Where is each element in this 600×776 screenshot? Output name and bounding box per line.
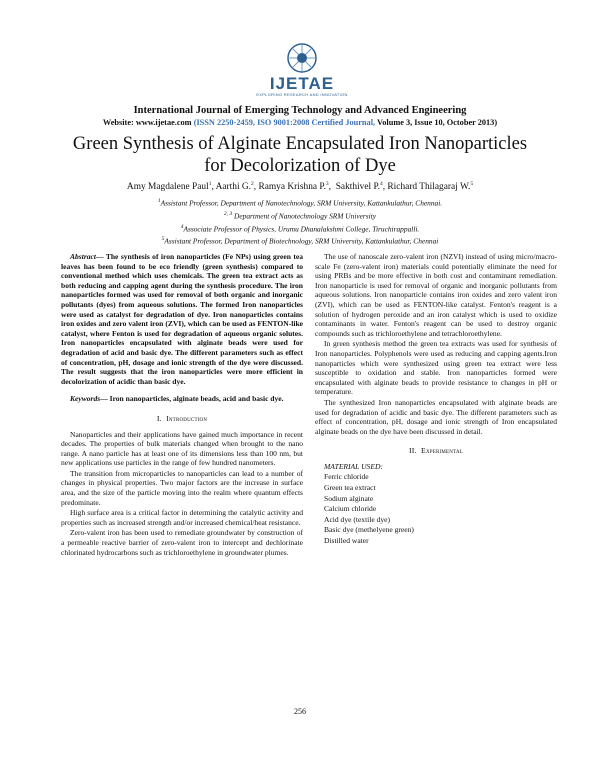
author-sup: 1 [208, 181, 212, 187]
section-heading-introduction [61, 414, 303, 424]
logo-text: IJETAE [269, 74, 335, 93]
paragraph: Zero-valent iron has been used to remediate groundwater by construction of a permeable reactive barrier of zero-valent iron to intercept and dechlorinate chlorinated hydrocarbons such as trichloroethylene in groundwater plumes. [61, 528, 303, 557]
section-number: I. [156, 413, 162, 423]
affiliation-text: Associate Professor of Physics, Urumu Dhanalakshmi College, Tiruchirappalli. [183, 224, 420, 233]
paragraph: The transition from microparticles to nanoparticles can lead to a number of changes in physical properties. Two major factors are the increase in surface area, and the size of the particle moving into the realm where quantum effects predominate. [61, 468, 303, 507]
author-sup: 4 [379, 181, 383, 187]
volume-info: Volume 3, Issue 10, October 2013) [377, 118, 498, 127]
journal-logo [252, 40, 352, 96]
paragraph: The synthesized Iron nanoparticles encapsulated with alginate beads are used for degradation of acidic and basic dye. The different parameters such as effect of concentration, pH, dosage and ionic strength of Iron encapsulated alginate beads on the dye have been discussed in detail. [315, 397, 557, 436]
materials-heading: MATERIAL USED: [324, 461, 383, 471]
author-list: Amy Magdalene Paul$^1$, Aarthi G.$^2$, Ramya Krishna P.$^3$, Sakthivel P.$^4$, Richard Thilagaraj W.$^5$ [126, 181, 474, 193]
affiliation-sup: 5 [161, 236, 165, 243]
affiliations [0, 196, 600, 247]
material-item: Calcium chloride [324, 504, 377, 514]
section-title: Experimental [421, 446, 464, 456]
author: Aarthi G. [215, 182, 252, 193]
journal-name: International Journal of Emerging Technology and Advanced Engineering [133, 105, 467, 116]
paragraph: In green synthesis method the green tea extracts was used for synthesis of Iron nanoparticles. Polyphenols were used as reducing and capping agents.Iron nanoparticles which were synthesized using green tea extract were less susceptible to oxidation and stable. Iron nanoparticles formed were encapsulated with alginate beads to provide resistance to changes in pH or temperature. [315, 339, 557, 397]
section-number: II. [408, 446, 417, 456]
affiliation-text: Department of Nanotechnology SRM University [234, 211, 377, 221]
affiliation-text: Assistant Professor, Department of Biotechnology, SRM University, Kattankulathur, Chennai [164, 236, 439, 246]
page-number: 256 [294, 707, 306, 716]
affiliation [0, 234, 600, 247]
paper-title [40, 133, 560, 177]
journal-website-line [0, 118, 600, 127]
affiliation [0, 209, 600, 222]
title-line-2: for Decolorization of Dye [204, 156, 396, 176]
material-item: Basic dye (methelyene green) [324, 525, 414, 535]
paragraph: The use of nanoscale zero-valent iron (NZVI) instead of using micro/macro-scale Fe (zero-valent iron) materials could potentially eliminate the need for using PRBs and be more effective in both cost and contaminant remediation. Iron nanoparticle is used for removal of organic and inorganic pollutants from aqueous solutions. Iron nanoparticle contains iron oxides and zero valent iron (ZVI), which can be used as FENTON-like catalyst. Fenton's reagent is a solution of hydrogen peroxide and an iron catalyst which is used to oxidize contaminants in water. Fenton's reagent can be used to destroy organic compounds such as trichloroethylene and tetrachloroethylene. [315, 252, 557, 338]
abstract-label: Abstract [70, 252, 96, 261]
author-sup: 5 [470, 181, 474, 187]
keywords-label: Keywords [70, 394, 101, 404]
section-heading-experimental [315, 446, 557, 456]
affiliation-sup: 4 [180, 223, 184, 230]
material-item: Green tea extract [324, 483, 376, 493]
material-item: Acid dye (textile dye) [324, 514, 391, 524]
author-sup: 3 [325, 181, 329, 187]
material-item: Sodium alginate [324, 493, 374, 503]
paragraph: High surface area is a critical factor in determining the catalytic activity and properties such as increased strength and/or increased chemical/heat resistance. [61, 508, 303, 527]
affiliation-sup: 2, 3 [223, 210, 233, 217]
issn-info: (ISSN 2250-2459, ISO 9001:2008 Certified Journal, [193, 118, 376, 127]
material-item: Distilled water [324, 536, 369, 546]
author: Ramya Krishna P. [258, 182, 326, 193]
author-sup: 2 [251, 181, 254, 187]
author: Amy Magdalene Paul [126, 182, 209, 193]
paragraph: Nanoparticles and their applications have gained much importance in recent decades. The properties of bulk materials changed when brought to the nano range. A nano particle has at least one of its dimensions less than 100 nm, but new applications use particles in the range of few hundred nanometers. [61, 429, 303, 468]
keywords-text: — Iron nanoparticles, alginate beads, acid and basic dye. [100, 394, 284, 404]
affiliation-text: Assistant Professor, Department of Nanotechnology, SRM University, Kattankulathur, Chennai. [160, 198, 443, 208]
left-column [61, 252, 303, 558]
abstract [61, 252, 303, 386]
author: Richard Thilagaraj W. [387, 182, 471, 193]
material-item: Ferric chloride [324, 472, 369, 482]
affiliation [0, 196, 600, 209]
author: Sakthivel P. [335, 182, 380, 193]
abstract-text: — The synthesis of iron nanoparticles (Fe NPs) using green tea leaves has been found to be eco friendly (green synthesis) compared to conventional method which uses chemicals. The green tea extract acts as both reducing and capping agent during the synthesis procedure. The iron nanoparticles formed was used for removal of both organic and inorganic pollutants (dyes) from aqueous solutions. The formed Iron nanoparticles were used as catalyst for degradation of dye. Iron nanoparticles contains iron oxides and zero valent iron (ZVI), which can be used as FENTON-like catalyst, where Fenton is used for degradation of aqueous organic solutes. Iron nanoparticles encapsulated with alginate beads were used for degradation of acid and basic dye. The different parameters such as effect of concentration, pH, dosage and ionic strength of the dye were discussed. The result suggests that the iron nanoparticles were more efficient in decolorization of acidic than basic dye. [61, 252, 303, 386]
website-url[interactable]: Website: www.ijetae.com [102, 118, 192, 127]
logo-tagline: EXPLORING RESEARCH AND INNOVATION [256, 92, 348, 97]
section-title: Introduction [166, 413, 208, 423]
keywords [61, 394, 303, 404]
title-line-1: Green Synthesis of Alginate Encapsulated Iron Nanoparticles [72, 134, 528, 154]
right-column [315, 252, 557, 547]
affiliation-sup: 1 [157, 198, 161, 204]
affiliation [0, 222, 600, 235]
